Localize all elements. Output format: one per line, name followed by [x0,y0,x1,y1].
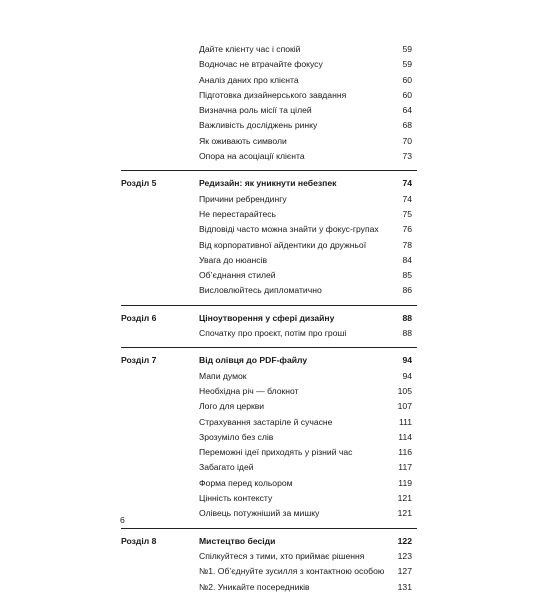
toc-entry-title: Відповіді часто можна знайти у фокус-групах [199,224,379,235]
page-number: 6 [120,515,125,525]
toc-entry-page-number: 114 [398,431,412,442]
chapter-title: Мистецтво бесіди [199,535,276,546]
toc-entry-title: Страхування застаріле й сучасне [199,416,333,427]
toc-entry-page-number: 60 [402,74,412,85]
toc-entry[interactable] [121,549,417,564]
toc-entry[interactable] [121,88,417,103]
toc-entry-title: Мапи думок [199,370,247,381]
toc-entry[interactable] [121,149,417,164]
toc-entry-page-number: 76 [402,224,412,235]
toc-entry[interactable] [121,580,417,595]
toc-entry[interactable] [121,399,417,414]
toc-section [121,42,417,170]
toc-entry-page-number: 74 [402,193,412,204]
toc-entry-page-number: 111 [398,416,412,427]
toc-section [121,528,417,595]
chapter-heading-row[interactable] [121,353,417,368]
toc-entry-page-number: 78 [402,239,412,250]
toc-entry-page-number: 60 [402,89,412,100]
toc-entry-title: Спочатку про проєкт, потім про гроші [199,328,347,339]
chapter-heading-row[interactable] [121,311,417,326]
toc-entry-title: Не перестарайтесь [199,208,277,219]
toc-entry-title: Опора на асоціації клієнта [199,151,305,162]
toc-entry[interactable] [121,268,417,283]
toc-entry[interactable] [121,238,417,253]
toc-section [121,170,417,304]
chapter-title: Від олівця до PDF-файлу [199,355,308,366]
chapter-title: Ціноутворення у сфері дизайну [199,312,335,323]
table-of-contents [121,42,417,595]
toc-entry[interactable] [121,134,417,149]
toc-section [121,305,417,348]
toc-entry[interactable] [121,430,417,445]
chapter-page-number: 88 [402,312,412,323]
toc-entry-title: Цінність контексту [199,493,273,504]
chapter-label: Розділ 6 [121,312,157,323]
chapter-label: Розділ 7 [121,355,157,366]
toc-entry-page-number: 73 [402,151,412,162]
toc-entry[interactable] [121,384,417,399]
toc-entry[interactable] [121,283,417,298]
toc-entry[interactable] [121,445,417,460]
toc-entry-title: Як оживають символи [199,135,287,146]
toc-entry[interactable] [121,460,417,475]
toc-entry-title: Визначна роль місії та цілей [199,105,312,116]
toc-entry-title: Об’єднання стилей [199,270,276,281]
toc-entry-title: Форма перед кольором [199,477,293,488]
chapter-heading-row[interactable] [121,176,417,191]
toc-entry-page-number: 84 [402,254,412,265]
toc-entry[interactable] [121,564,417,579]
toc-entry[interactable] [121,42,417,57]
toc-entry-page-number: 131 [397,581,412,592]
toc-entry-title: Дайте клієнту час і спокій [199,44,301,54]
toc-entry-page-number: 88 [402,328,412,339]
toc-entry-title: Водночас не втрачайте фокусу [199,59,323,70]
toc-entry-page-number: 86 [402,285,412,296]
chapter-label: Розділ 5 [121,178,157,189]
toc-entry-title: Увага до нюансів [199,254,268,265]
toc-entry[interactable] [121,73,417,88]
toc-entry-page-number: 59 [402,44,412,54]
toc-entry-title: Спілкуйтеся з тими, хто приймає рішення [199,550,365,561]
toc-entry-page-number: 123 [397,550,412,561]
toc-entry-page-number: 70 [402,135,412,146]
toc-entry-page-number: 94 [402,370,412,381]
toc-entry[interactable] [121,491,417,506]
toc-entry-page-number: 75 [402,208,412,219]
toc-entry-page-number: 127 [397,566,412,577]
toc-entry-title: №2. Уникайте посередників [199,581,310,592]
toc-entry-page-number: 121 [397,508,412,519]
toc-entry-page-number: 107 [397,401,412,412]
toc-entry-title: Причини ребрендингу [199,193,287,204]
toc-entry[interactable] [121,506,417,521]
toc-entry-page-number: 85 [402,270,412,281]
toc-entry[interactable] [121,476,417,491]
toc-entry[interactable] [121,207,417,222]
toc-entry-title: Аналіз даних про клієнта [199,74,299,85]
toc-entry[interactable] [121,369,417,384]
toc-entry-title: Олівець потужніший за мишку [199,508,320,519]
toc-entry-title: Важливість досліджень ринку [199,120,318,131]
chapter-label: Розділ 8 [121,535,157,546]
toc-entry[interactable] [121,222,417,237]
toc-entry[interactable] [121,192,417,207]
toc-entry-title: Висловлюйтесь дипломатично [199,285,322,296]
toc-entry-title: Лого для церкви [199,401,265,412]
toc-entry-title: Підготовка дизайнерського завдання [199,89,347,100]
chapter-page-number: 74 [402,178,412,189]
toc-entry-title: №1. Об’єднуйте зусилля з контактною особою [199,566,385,577]
chapter-title: Редизайн: як уникнути небезпек [199,178,337,189]
toc-entry[interactable] [121,118,417,133]
toc-entry-page-number: 116 [398,447,412,458]
toc-entry-title: Від корпоративної айдентики до дружньої [199,239,367,250]
chapter-heading-row[interactable] [121,534,417,549]
toc-entry-title: Зрозуміло без слів [199,431,274,442]
toc-section [121,347,417,527]
toc-entry-title: Необхідна річ — блокнот [199,385,299,396]
toc-entry-page-number: 119 [398,477,412,488]
chapter-page-number: 94 [402,355,412,366]
toc-entry-title: Забагато ідей [199,462,254,473]
toc-entry[interactable] [121,415,417,430]
toc-entry-page-number: 59 [402,59,412,70]
toc-entry-title: Переможні ідеї приходять у різний час [199,447,353,458]
toc-entry-page-number: 68 [402,120,412,131]
chapter-page-number: 122 [397,535,412,546]
toc-entry-page-number: 105 [397,385,412,396]
toc-entry[interactable] [121,57,417,72]
toc-entry[interactable] [121,253,417,268]
toc-entry[interactable] [121,103,417,118]
toc-entry-page-number: 121 [397,493,412,504]
toc-entry-page-number: 64 [402,105,412,116]
toc-entry[interactable] [121,326,417,341]
toc-entry-page-number: 117 [398,462,412,473]
